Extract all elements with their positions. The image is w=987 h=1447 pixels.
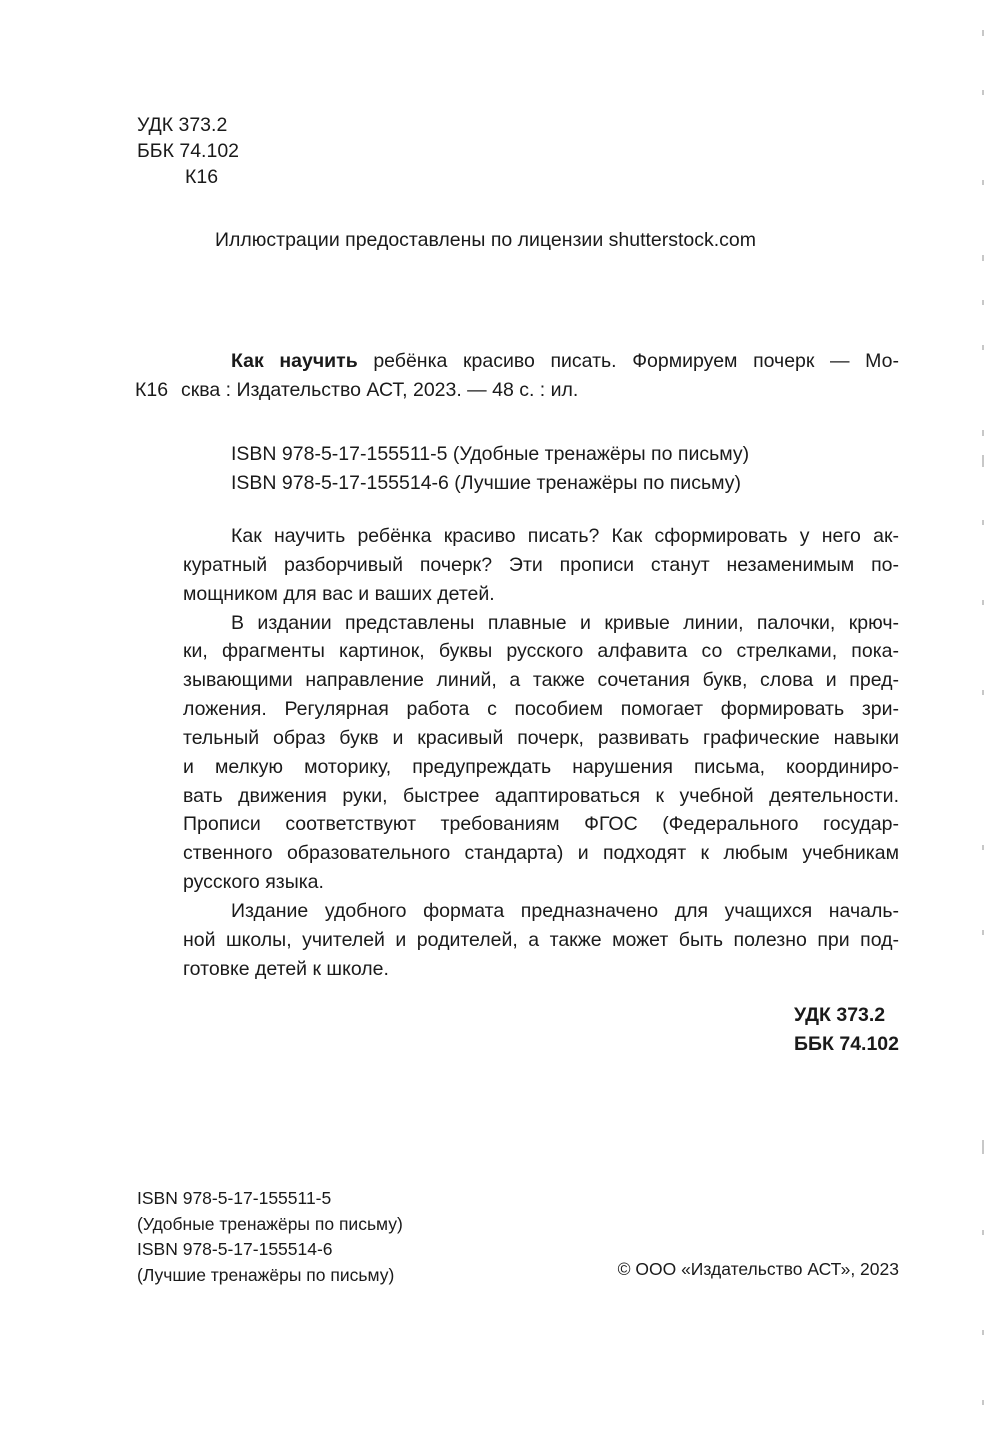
illustrations-credit: Иллюстрации предоставлены по лицензии shutterstock.com (215, 229, 757, 251)
annotation-line: русского языка. (183, 871, 324, 894)
annotation-line: Прописи соответствуют требованиям ФГОС (Федерального государ- (183, 813, 899, 836)
annotation-line: готовке детей к школе. (183, 957, 389, 980)
annotation-line: ной школы, учителей и родителей, а также может быть полезно при под- (183, 928, 899, 951)
edge-mark (982, 1140, 984, 1154)
annotation-line: куратный разборчивый почерк? Эти прописи станут незаменимым по- (183, 553, 899, 576)
annotation-line: и мелкую моторику, предупреждать нарушения письма, координиро- (183, 755, 899, 778)
bottom-bbk-code: ББК 74.102 (794, 1033, 899, 1055)
catalog-entry-title-rest: ребёнка красиво писать. Формируем почерк — Мо- (357, 350, 899, 372)
isbn-entry-2: ISBN 978-5-17-155514-6 (Лучшие тренажёры по письму) (231, 472, 741, 494)
edge-mark (982, 345, 984, 350)
edge-mark (982, 255, 984, 261)
annotation (183, 522, 899, 984)
edge-mark (982, 455, 984, 467)
edge-mark (982, 930, 984, 935)
edge-mark (982, 845, 984, 850)
catalog-entry (135, 347, 899, 405)
classification-codes (137, 112, 239, 190)
annotation-line: В издании представлены плавные и кривые линии, палочки, крюч- (231, 611, 899, 634)
footer-isbn-2: ISBN 978-5-17-155514-6 (137, 1239, 333, 1259)
udk-code: УДК 373.2 (137, 114, 228, 136)
annotation-line: зывающими направление линий, а также сочетания букв, слова и пред- (183, 669, 899, 692)
annotation-line: Как научить ребёнка красиво писать? Как сформировать у него ак- (231, 525, 899, 547)
edge-mark (982, 90, 984, 95)
bbk-code: ББК 74.102 (137, 140, 240, 162)
footer-isbn-1: ISBN 978-5-17-155511-5 (137, 1188, 332, 1208)
bottom-udk-code: УДК 373.2 (794, 1004, 886, 1026)
bottom-classification (794, 1001, 899, 1059)
annotation-line: вать движения руки, быстрее адаптироваться к учебной деятельности. (183, 784, 899, 807)
catalog-entry-line-1 (135, 347, 899, 376)
annotation-line: мощником для вас и ваших детей. (183, 582, 495, 605)
edge-mark (982, 180, 984, 185)
annotation-line: ки, фрагменты картинок, буквы русского алфавита со стрелками, пока- (183, 640, 899, 663)
edge-mark (982, 1400, 984, 1405)
author-mark: К16 (185, 166, 219, 188)
edge-mark (982, 30, 984, 36)
annotation-line: Издание удобного формата предназначено для учащихся началь- (231, 899, 899, 922)
footer-series-2: (Лучшие тренажёры по письму) (137, 1264, 395, 1285)
copyright-notice: © ООО «Издательство АСТ», 2023 (617, 1259, 899, 1279)
edge-mark (982, 300, 984, 305)
edge-mark (982, 430, 984, 436)
edge-mark (982, 520, 984, 525)
annotation-line: тельный образ букв и красивый почерк, развивать графические навыки (183, 726, 899, 749)
footer-series-1: (Удобные тренажёры по письму) (137, 1213, 403, 1234)
edge-mark (982, 1330, 984, 1335)
edge-mark (982, 690, 984, 695)
catalog-entry-line-2 (135, 376, 899, 405)
isbn-entry-1: ISBN 978-5-17-155511-5 (Удобные тренажёры по письму) (231, 443, 750, 465)
catalog-entry-publisher: сква : Издательство АСТ, 2023. — 48 с. : ил. (181, 378, 579, 401)
annotation-line: ственного образовательного стандарта) и подходят к любым учебникам (183, 842, 899, 865)
edge-mark (982, 1230, 984, 1235)
edge-mark (982, 600, 984, 605)
footer-isbn-block (137, 1186, 403, 1288)
catalog-entry-title: Как научить (231, 350, 358, 372)
catalog-entry-mark: К16 (135, 378, 169, 401)
annotation-line: ложения. Регулярная работа с пособием помогает формировать зри- (183, 698, 899, 721)
